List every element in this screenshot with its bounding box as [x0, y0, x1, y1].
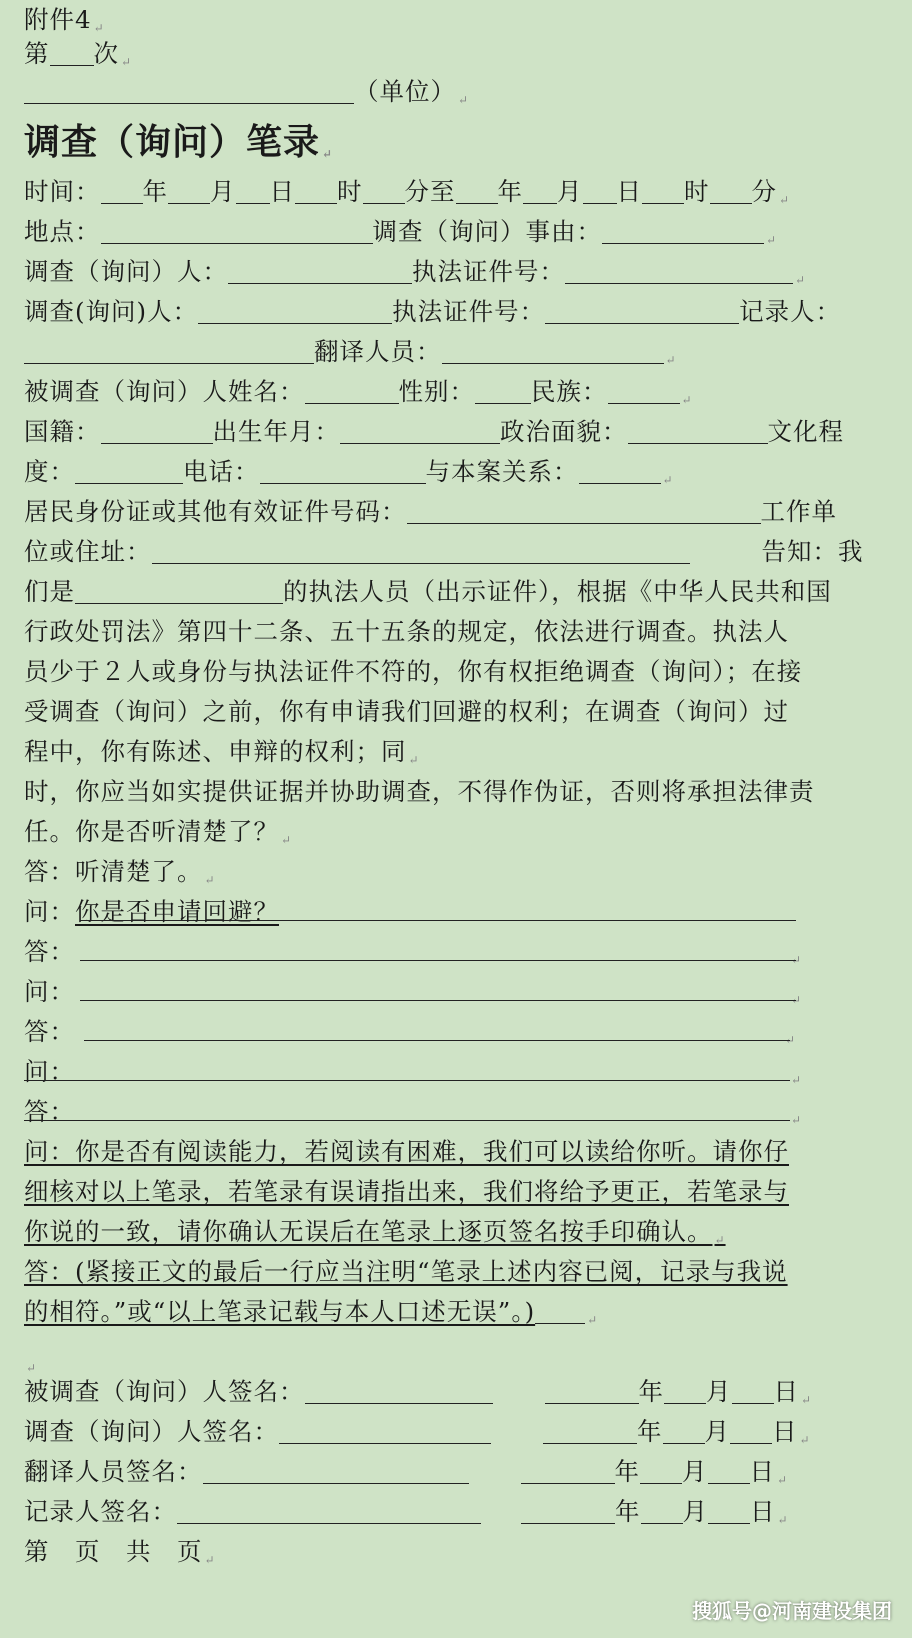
investigator2-line: 调查(询问)人： 执法证件号： 记录人：	[24, 297, 842, 326]
page-title: 调查（询问）笔录 ↵	[24, 121, 334, 163]
signature-investigator-year-blank[interactable]	[543, 1423, 637, 1444]
signature-recorder-line: 记录人签名： 年 月 日 ↵	[24, 1497, 789, 1527]
answer-3-blank[interactable]	[24, 1120, 790, 1121]
page-count-footer: 第 页 共 页 ↵	[24, 1537, 216, 1567]
time-day2-blank[interactable]	[583, 183, 617, 204]
answer-1-blank[interactable]	[80, 960, 796, 961]
time-line: 时间： 年 月 日 时 分至 年 月 日 时 分 ↵	[24, 177, 791, 207]
place-line: 地点： 调查（询问）事由： ↵	[24, 217, 778, 247]
question-2-blank[interactable]	[80, 1000, 796, 1001]
political-blank[interactable]	[628, 423, 768, 444]
time-hour-blank[interactable]	[295, 183, 337, 204]
signature-translator-year-blank[interactable]	[521, 1463, 615, 1484]
signature-subject-blank[interactable]	[305, 1383, 493, 1404]
birth-blank[interactable]	[340, 423, 500, 444]
id-line: 居民身份证或其他有效证件号码： 工作单	[24, 497, 837, 526]
ethnic-blank[interactable]	[608, 383, 680, 404]
notice-line-1: 们是 的执法人员（出示证件），根据《中华人民共和国	[24, 577, 832, 606]
reason-blank[interactable]	[602, 223, 764, 244]
question-recusal-underline	[80, 920, 796, 921]
time-hour2-blank[interactable]	[642, 183, 684, 204]
signature-subject-year-blank[interactable]	[545, 1383, 639, 1404]
question-recusal-line: 问：你是否申请回避？	[24, 897, 279, 926]
education-blank[interactable]	[75, 463, 183, 484]
answer-2-blank[interactable]	[84, 1040, 790, 1041]
time-minute2-blank[interactable]	[710, 183, 752, 204]
investigator1-line: 调查（询问）人： 执法证件号： ↵	[24, 257, 807, 287]
time-month2-blank[interactable]	[523, 183, 557, 204]
phone-line: 度： 电话： 与本案关系： ↵	[24, 457, 674, 487]
place-blank[interactable]	[101, 223, 373, 244]
question-recusal-text[interactable]: 你是否申请回避？	[75, 897, 279, 926]
work-line: 位或住址： 告知：我	[24, 537, 864, 566]
signature-recorder-day-blank[interactable]	[708, 1503, 750, 1524]
phone-blank[interactable]	[260, 463, 426, 484]
notice-line-6: 时，你应当如实提供证据并协助调查，不得作伪证，否则将承担法律责	[24, 777, 815, 806]
question-line-2: 问： ↵	[24, 977, 803, 1007]
notice-line-5: 程中，你有陈述、申辩的权利；同 ↵	[24, 737, 420, 767]
time-year-blank[interactable]	[101, 183, 143, 204]
investigator1-blank[interactable]	[228, 263, 412, 284]
relation-blank[interactable]	[579, 463, 661, 484]
gender-blank[interactable]	[475, 383, 531, 404]
round-blank[interactable]	[50, 45, 94, 66]
reading-question-1: 问：你是否有阅读能力，若阅读有困难，我们可以读给你听。请你仔	[24, 1137, 789, 1166]
time-minute-blank[interactable]	[363, 183, 405, 204]
answer-heard: 答：听清楚了。 ↵	[24, 857, 216, 887]
translator-line: 翻译人员： ↵	[24, 332, 677, 372]
work-blank[interactable]	[152, 543, 690, 564]
recorder-blank[interactable]	[24, 343, 314, 364]
subject-name-line: 被调查（询问）人姓名： 性别： 民族： ↵	[24, 377, 693, 407]
signature-recorder-year-blank[interactable]	[521, 1503, 615, 1524]
reading-question-2: 细核对以上笔录，若笔录有误请指出来，我们将给予更正，若笔录与	[24, 1177, 789, 1206]
blank-paragraph: ↵	[26, 1361, 38, 1375]
reading-question-3: 你说的一致，请你确认无误后在笔录上逐页签名按手印确认。 ↵	[24, 1217, 726, 1247]
signature-subject-day-blank[interactable]	[732, 1383, 774, 1404]
signature-translator-line: 翻译人员签名： 年 月 日 ↵	[24, 1457, 789, 1487]
cert1-blank[interactable]	[565, 263, 793, 284]
time-month-blank[interactable]	[168, 183, 210, 204]
signature-investigator-blank[interactable]	[279, 1423, 491, 1444]
reading-answer-2: 的相符。”或“以上笔录记载与本人口述无误”。) ↵	[24, 1297, 599, 1327]
signature-investigator-day-blank[interactable]	[730, 1423, 772, 1444]
notice-line-7: 任。你是否听清楚了？ ↵	[24, 817, 293, 847]
agency-blank[interactable]	[75, 583, 283, 604]
round-line: 第 次 ↵	[24, 39, 133, 69]
signature-subject-line: 被调查（询问）人签名： 年 月 日 ↵	[24, 1377, 813, 1407]
signature-investigator-month-blank[interactable]	[663, 1423, 705, 1444]
reading-answer-1: 答：(紧接正文的最后一行应当注明“笔录上述内容已阅，记录与我说	[24, 1257, 788, 1286]
reading-answer-blank[interactable]	[535, 1303, 585, 1324]
question-line-3: 问： ↵	[24, 1057, 803, 1087]
translator-blank[interactable]	[442, 343, 664, 364]
notice-line-3: 员少于２人或身份与执法证件不符的，你有权拒绝调查（询问）；在接	[24, 657, 803, 686]
answer-line-1: 答： ↵	[24, 937, 803, 967]
unit-blank[interactable]	[24, 83, 354, 104]
signature-translator-day-blank[interactable]	[708, 1463, 750, 1484]
cert2-blank[interactable]	[545, 303, 739, 324]
question-3-blank[interactable]	[24, 1080, 790, 1081]
time-day-blank[interactable]	[236, 183, 270, 204]
notice-line-4: 受调查（询问）之前，你有申请我们回避的权利；在调查（询问）过	[24, 697, 789, 726]
nationality-line: 国籍： 出生年月： 政治面貌： 文化程	[24, 417, 844, 446]
signature-translator-month-blank[interactable]	[640, 1463, 682, 1484]
subject-name-blank[interactable]	[305, 383, 399, 404]
answer-line-3: 答： ↵	[24, 1097, 803, 1127]
unit-line: （单位） ↵	[24, 72, 469, 112]
nationality-blank[interactable]	[101, 423, 213, 444]
signature-recorder-month-blank[interactable]	[641, 1503, 683, 1524]
id-blank[interactable]	[407, 503, 761, 524]
answer-line-2: 答： ↵	[24, 1017, 797, 1047]
watermark: 搜狐号@河南建设集团	[692, 1599, 892, 1623]
notice-line-2: 行政处罚法》第四十二条、五十五条的规定，依法进行调查。执法人	[24, 617, 789, 646]
investigator2-blank[interactable]	[198, 303, 392, 324]
signature-recorder-blank[interactable]	[177, 1503, 481, 1524]
signature-translator-blank[interactable]	[203, 1463, 469, 1484]
time-year2-blank[interactable]	[456, 183, 498, 204]
signature-investigator-line: 调查（询问）人签名： 年 月 日 ↵	[24, 1417, 811, 1447]
signature-subject-month-blank[interactable]	[664, 1383, 706, 1404]
attachment-label: 附件4 ↵	[24, 5, 105, 35]
